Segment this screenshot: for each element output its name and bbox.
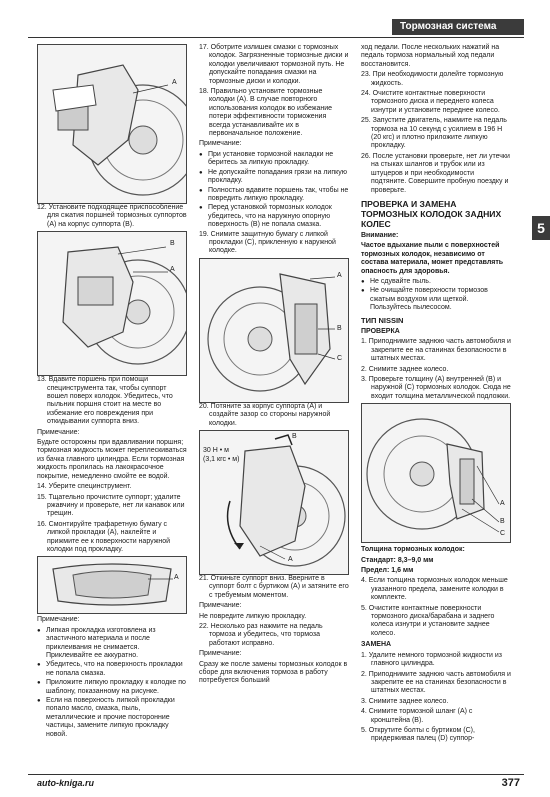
thickness-limit: Предел: 1,6 мм [361, 567, 414, 575]
footer-site: auto-kniga.ru [37, 778, 95, 788]
note-title: Примечание: [37, 428, 80, 436]
step-17: 17. Оботрите излишек смазки с тормозных колодок. Загрязненные тормозные диски и колодки увеличивают тормозной путь. Не допускайте попадания смазки на тормозные диски и колодки. [199, 44, 349, 85]
label-a: A [174, 574, 179, 582]
warning-text: Частое вдыхание пыли с поверхностей тормозных колодок, независимо от состава материала, может представлять опасность для здоровья. [361, 242, 504, 275]
column-2 [199, 44, 349, 688]
step-22: 22. Несколько раз нажмите на педаль тормоза и убедитесь, что тормоза работают исправно. [199, 623, 323, 647]
step-18: 18. Правильно установите тормозные колодки (A). В случае повторного использования колодок во избежание потери эффективности торможения всегда устанавливайте их в первоначальное положение. [199, 88, 333, 138]
note-item: ● Не допускайте попадания грязи на липкую прокладку. [199, 169, 349, 186]
pads-installed-illustration [200, 259, 348, 402]
figure-caliper-body [37, 231, 187, 376]
step-13: 13. Вдавите поршень при помощи специнструмента так, чтобы суппорт вошел поверх колодок. Убедитесь, что пыльник поршня стоит на месте во избежание его повреждения при откидывании суппорта вниз. [37, 376, 173, 426]
step-24: 24. Очистите контактные поверхности тормозного диска и переднего колеса изнутри и установите переднее колесо. [361, 90, 500, 114]
step-12: 12. Установите подходящее приспособление для сжатия поршней тормозных суппортов (A) на корпус суппорта (B). [37, 204, 187, 228]
check-step: 2. Снимите заднее колесо. [361, 365, 449, 373]
step-26: 26. После установки проверьте, нет ли утечки на стыках шлангов и трубок или из штуцеров и при необходимости подтяните. Совершите пробную поездку и проверьте. [361, 152, 510, 194]
step-25: 25. Запустите двигатель, нажмите на педаль тормоза на 10 секунд с усилием в 196 Н (20 кгс) и плотно приложите липкую прокладку. [361, 117, 507, 150]
figure-caliper-bolt [199, 430, 349, 575]
caliper-body-illustration [38, 232, 186, 375]
step-15: 15. Тщательно прочистите суппорт; удалите ржавчину и проверьте, нет ли канавок или трещин. [37, 493, 185, 518]
section-title: ПРОВЕРКА И ЗАМЕНА ТОРМОЗНЫХ КОЛОДОК ЗАДНИХ КОЛЕС [361, 198, 502, 229]
note2-title: Примечание: [37, 616, 80, 624]
label-c: C [337, 354, 343, 362]
pad-template-illustration [38, 557, 186, 613]
chapter-tab: 5 [532, 216, 550, 240]
replace-title: ЗАМЕНА [361, 641, 392, 649]
figure-pads-installed [199, 258, 349, 403]
note3-text: Сразу же после замены тормозных колодок в сборе для включения тормоза в работу потребуется больший [199, 660, 348, 685]
note3-title: Примечание: [199, 650, 242, 658]
check-step: 1. Приподнимите заднюю часть автомобиля и закрепите ее на станинах безопасности в штатных местах. [361, 338, 511, 363]
check-step: 5. Очистите контактные поверхности тормозного диска/барабана и заднего колеса изнутри и установите заднее колесо. [361, 604, 495, 637]
continued-text: ход педали. После нескольких нажатий на педаль тормоза нормальный ход педали восстановится. [361, 44, 500, 68]
note2-item: ● Приложите липкую прокладку к колодке по шаблону, показанному на рисунке. [37, 679, 187, 696]
rear-pads-illustration [362, 404, 510, 542]
replace-step: 5. Открутите болты с буртиком (C), придерживая палец (D) суппор- [361, 726, 475, 743]
label-a: A [170, 266, 175, 274]
torque-value-kgf: (3,1 кгс • м) [203, 455, 240, 463]
column-3 [361, 44, 511, 746]
label-c: C [500, 530, 506, 538]
label-b: B [500, 518, 505, 526]
label-b: B [292, 432, 297, 440]
label-b: B [170, 240, 175, 248]
note2-item: ● Убедитесь, что на поверхность прокладки не попала смазка. [37, 661, 187, 678]
column-1 [37, 44, 187, 740]
replace-step: 1. Удалите немного тормозной жидкости из главного цилиндра. [361, 651, 502, 668]
warning-item: ● Не сдувайте пыль. [361, 278, 511, 286]
note-item: ● Перед установкой тормозных колодок убедитесь, что на наружную опорную поверхность (B) не попала смазка. [199, 204, 349, 229]
note2-item: ● Липкая прокладка изготовлена из эластичного материала и после приклеивания не снимается. Приклеивайте ее аккуратно. [37, 627, 187, 661]
note2-title: Примечание: [199, 602, 242, 610]
torque-value: 30 Н • м [203, 446, 229, 454]
figure-rear-pads [361, 403, 511, 543]
thickness-title: Толщина тормозных колодок: [361, 546, 465, 554]
replace-step: 3. Снимите заднее колесо. [361, 697, 449, 705]
section-header: Тормозная система [392, 19, 524, 35]
thickness-standard: Стандарт: 8,3–9,0 мм [361, 556, 434, 564]
page-number: 377 [501, 777, 520, 789]
footer-rule [28, 774, 524, 775]
replace-step: 2. Приподнимите заднюю часть автомобиля и закрепите ее на станинах безопасности в штатных местах. [361, 670, 511, 695]
step-16: 16. Смонтируйте трафаретную бумагу с липкой прокладки (A), наклейте и прижмите ее к поверхности наружной колодки под прокладку. [37, 520, 171, 553]
warning-item: ● Не очищайте поверхности тормозов сжатым воздухом или щеткой. Пользуйтесь пылесосом. [361, 287, 511, 312]
label-a: A [288, 555, 293, 563]
check-step: 4. Если толщина тормозных колодок меньше указанного предела, замените колодки в комплекте. [361, 577, 508, 602]
note-item: ● При установке тормозной накладки не беритесь за липкую прокладку. [199, 151, 349, 168]
header-rule [28, 37, 524, 38]
label-b: B [337, 324, 342, 332]
note-title: Примечание: [199, 140, 242, 148]
step-20: 20. Потяните за корпус суппорта (A) и создайте зазор со стороны наружной колодки. [199, 402, 331, 427]
warning-title: Внимание: [361, 231, 399, 239]
step-21: 21. Откиньте суппорт вниз. Вверните в суппорт болт с буртиком (A) и затяните его с требуемым моментом. [199, 574, 349, 599]
check-title: ПРОВЕРКА [361, 327, 400, 335]
note-item: ● Полностью вдавите поршень так, чтобы не повредить липкую прокладку. [199, 187, 349, 204]
figure-pad-template [37, 556, 187, 614]
label-a: A [500, 500, 505, 508]
step-19: 19. Снимите защитную бумагу с липкой прокладки (C), прикленную к наружной колодке. [199, 230, 336, 255]
step-14: 14. Уберите специнструмент. [37, 483, 132, 491]
figure-caliper-tool [37, 44, 187, 204]
label-a: A [172, 79, 177, 86]
caliper-tool-illustration [38, 45, 186, 203]
check-step: 3. Проверьте толщину (A) внутренней (B) и наружной (C) тормозных колодок. Сюда не входит толщина металлической подложки. [361, 376, 511, 400]
note2-item: ● Если на поверхность липкой прокладки попало масло, смазка, пыль, металлические и прочие посторонние частицы, замените липкую прокладку новой. [37, 697, 187, 739]
label-a: A [337, 271, 342, 279]
note-text: Будьте осторожны при вдавливании поршня; тормозная жидкость может переплескиваться из бачка главного цилиндра. Если тормозная жидкость пролилась на лакокрасочное покрытие, немедленно смойте ее водой. [37, 439, 187, 480]
type-title: ТИП NISSIN [361, 315, 404, 325]
replace-step: 4. Снимите тормозной шланг (A) с кронштейна (B). [361, 708, 473, 724]
step-23: 23. При необходимости долейте тормозную жидкость. [361, 71, 504, 87]
note2-text: Не повредите липкую прокладку. [199, 612, 307, 620]
